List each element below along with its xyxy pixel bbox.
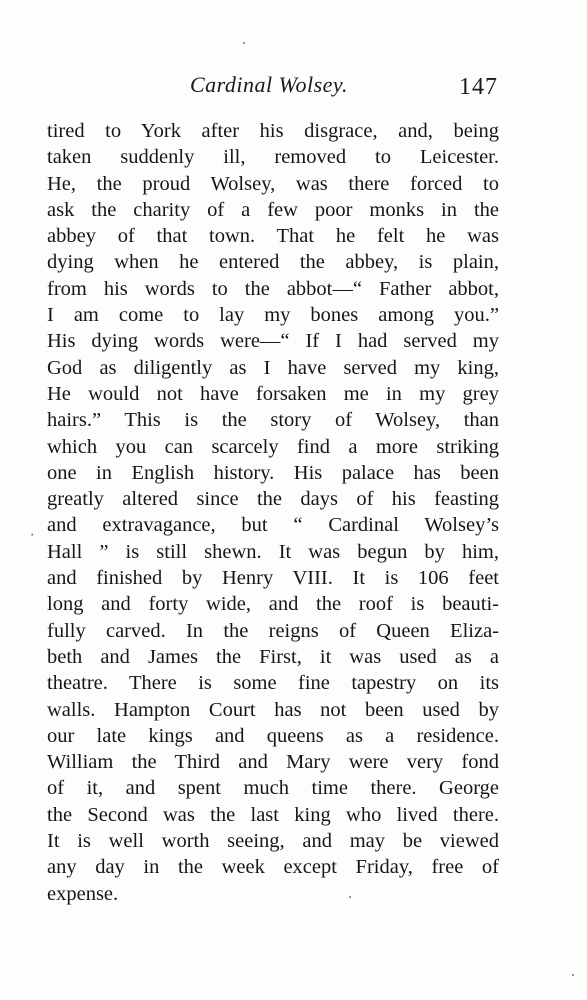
text-line: theatre. There is some fine tapestry on its (47, 672, 499, 695)
running-head (48, 68, 498, 108)
paper-speck (572, 974, 574, 976)
text-line: any day in the week except Friday, free of (47, 856, 499, 879)
text-line: one in English history. His palace has been (47, 461, 499, 484)
text-line: and finished by Henry VIII. It is 106 feet (47, 567, 499, 590)
body-text (47, 118, 499, 907)
text-line: He would not have forsaken me in my grey (47, 382, 499, 405)
text-line: which you can scarcely find a more striking (47, 435, 499, 458)
text-line: His dying words were—“ If I had served my (47, 330, 499, 353)
paper-speck (349, 896, 351, 898)
text-line: ask the charity of a few poor monks in the (47, 198, 499, 221)
text-line: and extravagance, but “ Cardinal Wolsey’s (47, 514, 499, 537)
text-line: taken suddenly ill, removed to Leicester. (47, 146, 499, 169)
paper-speck (243, 42, 245, 44)
text-line: God as diligently as I have served my king, (47, 356, 499, 379)
text-line: He, the proud Wolsey, was there forced to (47, 172, 499, 195)
text-line: from his words to the abbot—“ Father abbot, (47, 277, 499, 300)
text-line: long and forty wide, and the roof is beauti- (47, 593, 499, 616)
text-line: hairs.” This is the story of Wolsey, than (47, 409, 499, 432)
text-line: Hall ” is still shewn. It was begun by him, (47, 540, 499, 563)
text-line: our late kings and queens as a residence. (47, 724, 499, 747)
text-line-last: expense. (47, 882, 119, 905)
text-line: beth and James the First, it was used as a (47, 645, 499, 668)
text-line: walls. Hampton Court has not been used by (47, 698, 499, 721)
running-title: Cardinal Wolsey. (190, 72, 348, 97)
text-line: tired to York after his disgrace, and, being (47, 120, 499, 142)
text-line: It is well worth seeing, and may be viewed (47, 830, 499, 853)
text-line: fully carved. In the reigns of Queen Eliza- (47, 619, 499, 642)
text-line: the Second was the last king who lived there. (47, 803, 499, 826)
text-line: abbey of that town. That he felt he was (47, 225, 499, 248)
text-line: William the Third and Mary were very fond (47, 751, 499, 774)
text-line: dying when he entered the abbey, is plain, (47, 251, 499, 274)
page-number: 147 (459, 74, 498, 100)
text-line: of it, and spent much time there. George (47, 777, 499, 800)
text-line: I am come to lay my bones among you.” (47, 304, 499, 327)
text-line: greatly altered since the days of his feasting (47, 488, 499, 511)
